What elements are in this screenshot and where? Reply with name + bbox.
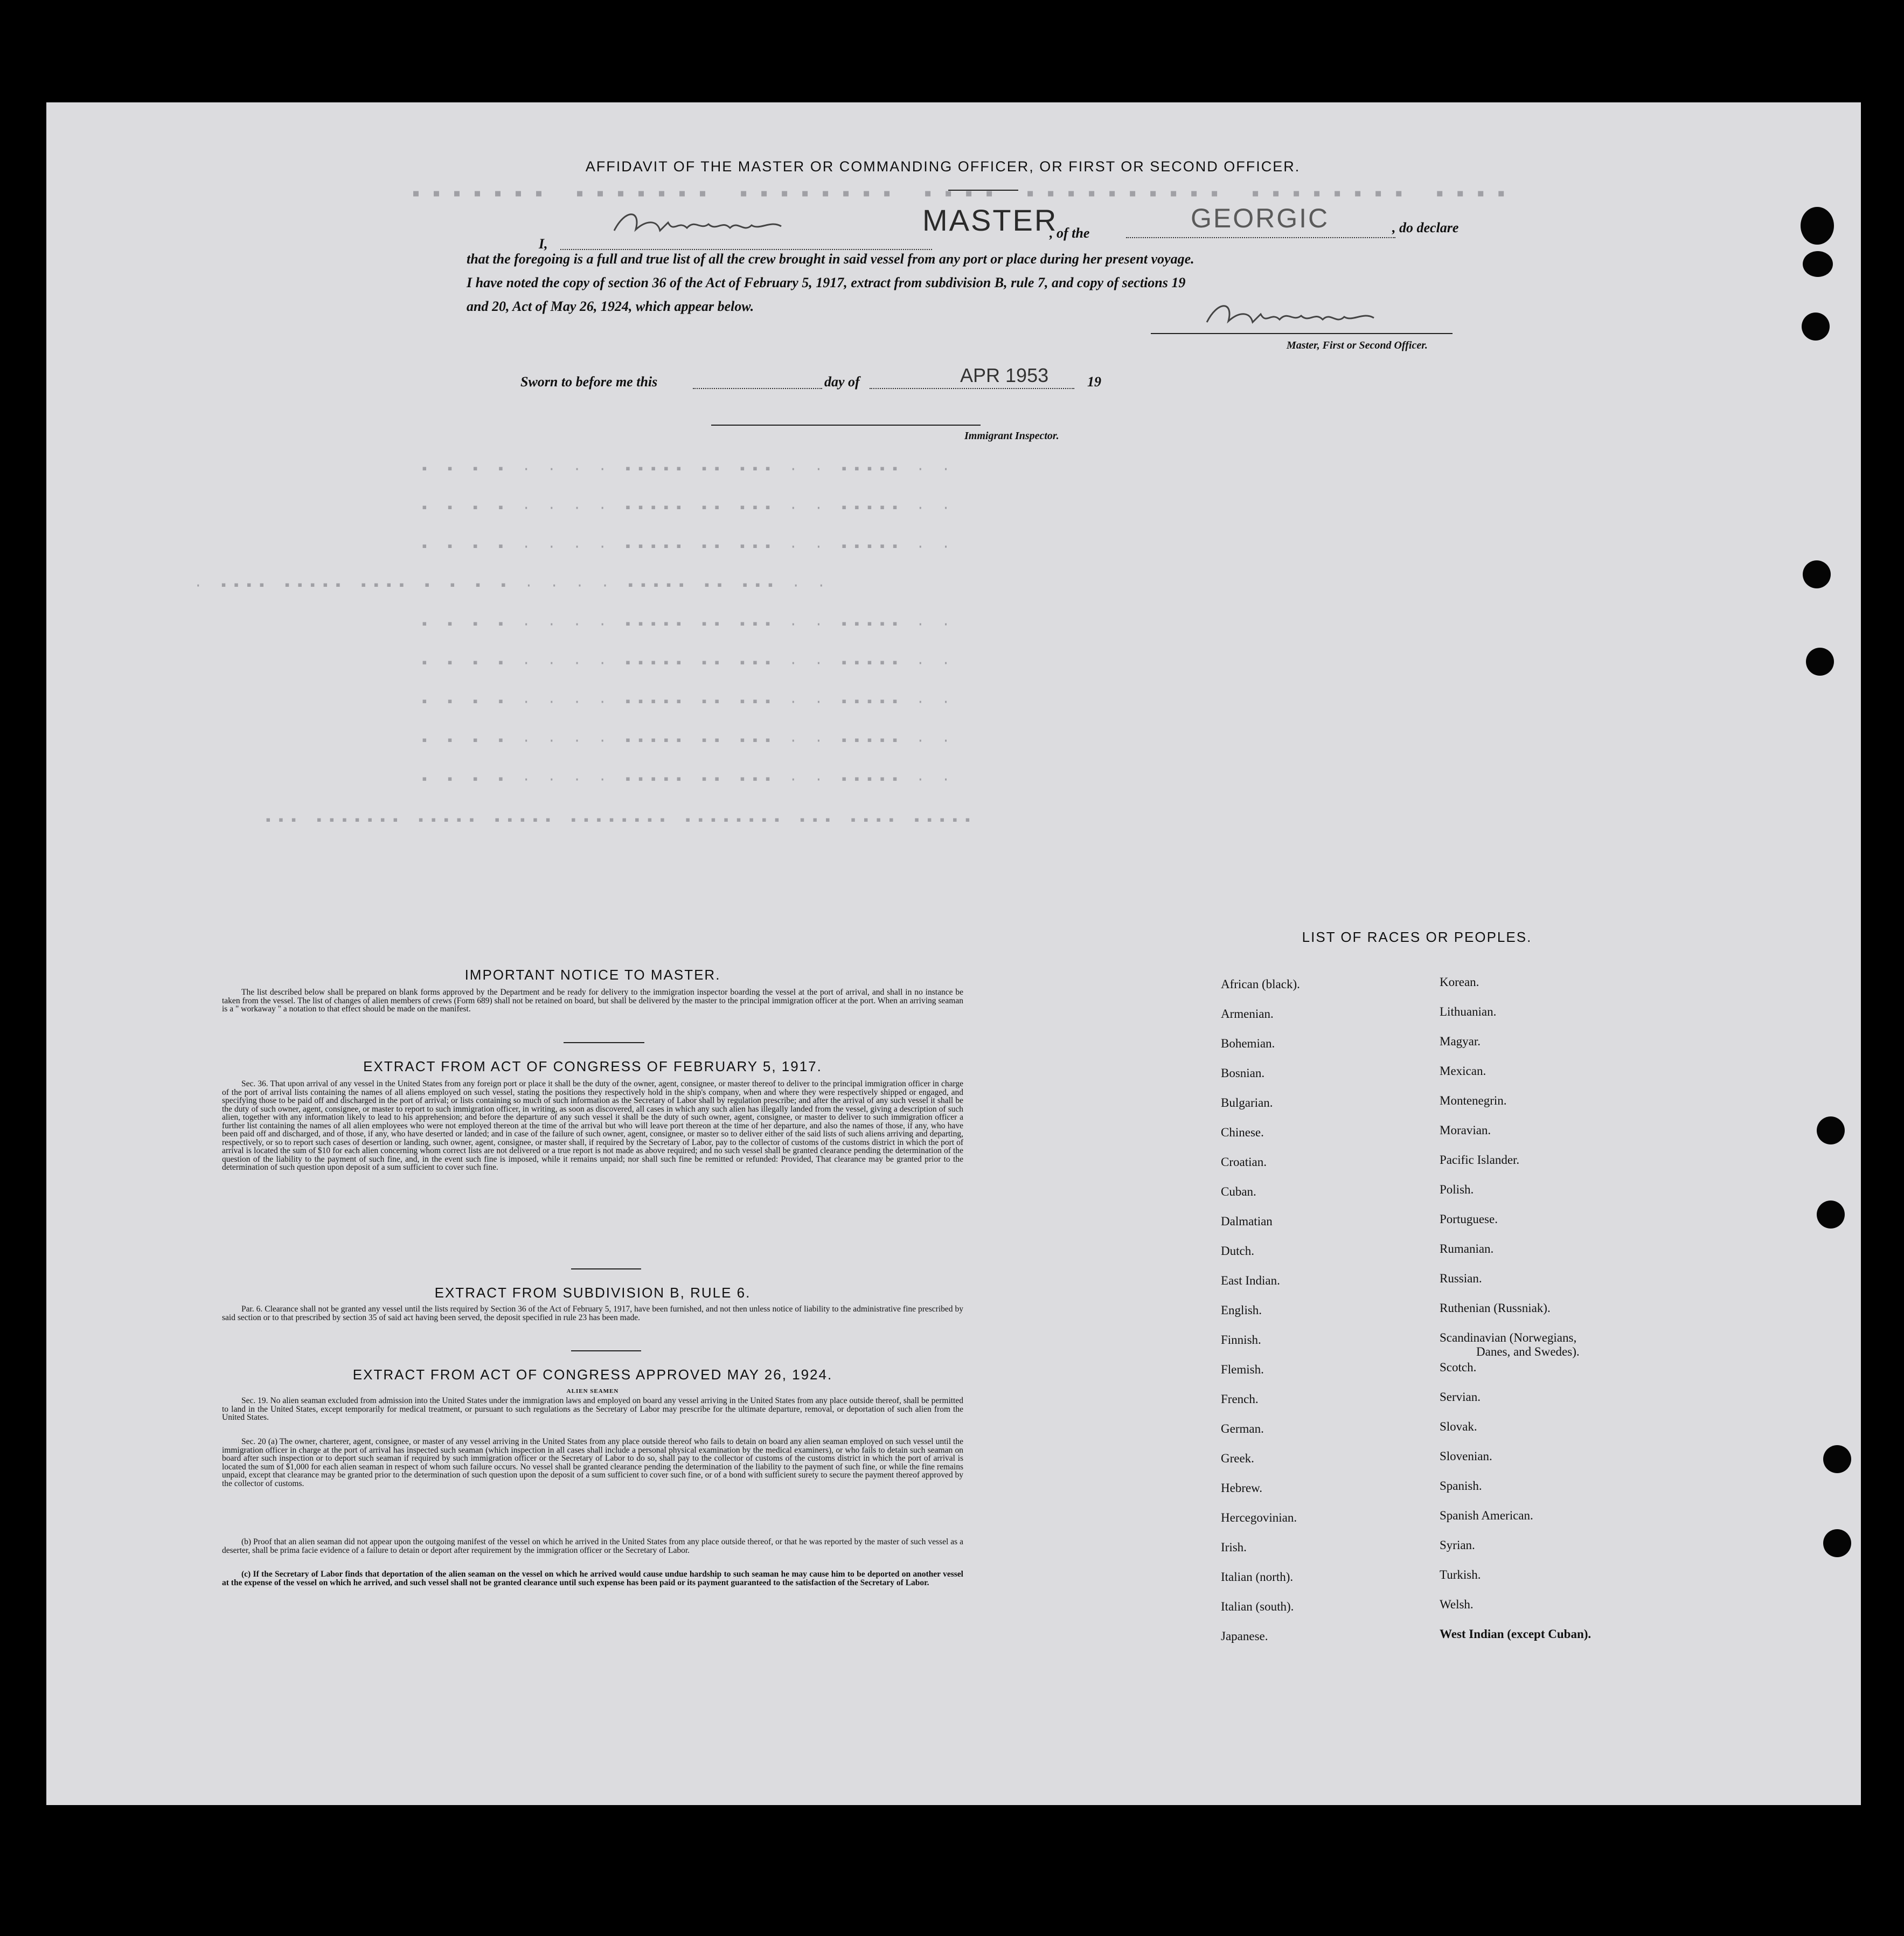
punch-hole <box>1803 251 1833 277</box>
race-item: Montenegrin. <box>1440 1094 1507 1107</box>
divider <box>564 1042 644 1043</box>
race-item: Croatian. <box>1221 1155 1267 1169</box>
race-item: Bohemian. <box>1221 1037 1275 1050</box>
race-item: Mexican. <box>1440 1064 1486 1078</box>
race-item: Moravian. <box>1440 1123 1491 1137</box>
punch-hole <box>1806 648 1834 676</box>
subdivision-b-title: EXTRACT FROM SUBDIVISION B, RULE 6. <box>434 1285 751 1301</box>
divider <box>571 1268 641 1269</box>
races-title: LIST OF RACES OR PEOPLES. <box>1302 929 1532 945</box>
race-item: Portuguese. <box>1440 1212 1498 1226</box>
officer-caption: Master, First or Second Officer. <box>1287 339 1428 351</box>
divider <box>948 190 1018 191</box>
signature-line <box>560 249 932 250</box>
race-item: African (black). <box>1221 977 1300 991</box>
race-item: Slovenian. <box>1440 1449 1492 1463</box>
race-item: Spanish American. <box>1440 1509 1533 1522</box>
punch-hole <box>1823 1445 1851 1473</box>
race-item: Chinese. <box>1221 1126 1264 1139</box>
race-item: Spanish. <box>1440 1479 1482 1493</box>
race-item: Cuban. <box>1221 1185 1256 1198</box>
month-line <box>870 388 1074 389</box>
race-item: Dalmatian <box>1221 1215 1273 1228</box>
punch-hole <box>1801 207 1834 245</box>
race-item: Finnish. <box>1221 1333 1261 1347</box>
punch-hole <box>1817 1201 1845 1229</box>
race-item: Welsh. <box>1440 1598 1474 1611</box>
race-item: Russian. <box>1440 1272 1482 1285</box>
inspector-caption: Immigrant Inspector. <box>964 430 1059 442</box>
race-item: Bulgarian. <box>1221 1096 1273 1109</box>
race-item: Italian (south). <box>1221 1600 1294 1613</box>
punch-hole <box>1817 1116 1845 1144</box>
race-item: Turkish. <box>1440 1568 1481 1581</box>
notice-text: The list described below shall be prepared on blank forms approved by the Department and be ready for delivery to the immigration inspector boarding the vessel at the port of arrival, and shall in no instance be taken from the vessel. The list of changes of alien members of crews (Form 689) shall not be retained on board, but shall be delivered by the master to the principal immigration officer at the port. When an arriving seaman is a " workaway " a notation to that effect should be made on the manifest. <box>222 988 963 1014</box>
race-item: Armenian. <box>1221 1007 1274 1021</box>
race-item: Magyar. <box>1440 1035 1481 1048</box>
sworn-text: Sworn to before me this <box>520 374 658 390</box>
race-item: Bosnian. <box>1221 1066 1265 1080</box>
race-item: Japanese. <box>1221 1629 1268 1643</box>
rank-stamp: MASTER <box>922 203 1058 237</box>
extract-1917-text: Sec. 36. That upon arrival of any vessel in the United States from any foreign port or place it shall be the duty of the owner, agent, consignee, or master thereof to deliver to the principal immigration officer in charge of the port of arrival lists containing the names of all aliens employed on such vessel, stating the positions they respectively hold in the ship's company, when and where they were respectively shipped or engaged, and specifying those to be paid off and discharged in the port of arrival; or lists containing so much of such information as the Secretary of Labor shall by regulation prescribe; and after the arrival of any such vessel it shall be the duty of such owner, agent, consignee, or master to report to such immigration officer, in writing, as soon as discovered, all cases in which any such alien has illegally landed from the vessel, giving a description of such alien, together with any information likely to lead to his apprehension; and before the departure of any such vessel it shall be the duty of such owner, agent, consignee, or master to deliver to such immigration officer a further list containing the names of all alien employees who were not employed thereon at the time of the arrival but who will leave port thereon at the time of her departure, and also the names of those, if any, who have been paid off and discharged, and of those, if any, who have deserted or landed; and in case of the failure of such owner, agent, consignee, or master so to deliver either of the said lists of such aliens arriving and departing, respectively, or so to report such cases of desertion or landing, such owner, agent, consignee, or master shall, if required by the Secretary of Labor, pay to the collector of customs of the customs district in which the port of arrival is located the sum of $10 for each alien concerning whom correct lists are not delivered or a true report is not made as above required; and no such vessel shall be granted clearance pending the determination of the question of the liability to the payment of such fine, and, in the event such fine is imposed, while it remains unpaid; nor shall such fine be remitted or refunded: Provided, That clearance may be granted prior to the determination of such question upon deposit of a sum sufficient to cover such fine. <box>222 1079 963 1172</box>
race-item: French. <box>1221 1392 1259 1406</box>
race-item: English. <box>1221 1303 1262 1317</box>
day-line <box>693 388 822 389</box>
race-item: German. <box>1221 1422 1264 1435</box>
punch-hole <box>1823 1529 1851 1557</box>
race-item-continuation: Danes, and Swedes). <box>1476 1345 1580 1358</box>
race-item: Scotch. <box>1440 1361 1477 1374</box>
do-declare-text: , do declare <box>1392 220 1459 235</box>
signature-officer <box>1201 295 1395 333</box>
affidavit-line-1: that the foregoing is a full and true list of all the crew brought in said vessel from any port or place during her present voyage. <box>467 251 1194 267</box>
affidavit-title: AFFIDAVIT OF THE MASTER OR COMMANDING OFFICER, OR FIRST OR SECOND OFFICER. <box>585 158 1301 175</box>
notice-title: IMPORTANT NOTICE TO MASTER. <box>464 967 721 983</box>
extract-1924-title: EXTRACT FROM ACT OF CONGRESS APPROVED MAY 26, 1924. <box>352 1366 833 1383</box>
race-item: Greek. <box>1221 1452 1254 1465</box>
inspector-line <box>711 425 981 426</box>
race-item: Korean. <box>1440 975 1479 989</box>
race-item: West Indian (except Cuban). <box>1440 1627 1592 1641</box>
race-item: Scandinavian (Norwegians, <box>1440 1331 1577 1344</box>
race-item: Hebrew. <box>1221 1481 1263 1495</box>
race-item: Syrian. <box>1440 1538 1475 1552</box>
divider <box>571 1350 641 1351</box>
race-item: Italian (north). <box>1221 1570 1294 1584</box>
affidavit-line-2: I have noted the copy of section 36 of the Act of February 5, 1917, extract from subdivision B, rule 7, and copy of sections 19 <box>467 275 1186 290</box>
race-item: Pacific Islander. <box>1440 1153 1520 1167</box>
race-item: Ruthenian (Russniak). <box>1440 1301 1551 1315</box>
of-the-text: , of the <box>1050 225 1090 241</box>
vessel-stamp: GEORGIC <box>1191 203 1330 233</box>
race-item: Lithuanian. <box>1440 1005 1497 1018</box>
year-prefix: 19 <box>1087 374 1101 390</box>
subdivision-b-text: Par. 6. Clearance shall not be granted any vessel until the lists required by Section 36 of the Act of February 5, 1917, have been furnished, and not then unless notice of liability to the administrative fine prescribed by said section or to that prescribed by section 35 of said act having been served, the deposit specified in rule 23 has been made. <box>222 1304 963 1322</box>
sec-19-text: Sec. 19. No alien seaman excluded from admission into the United States under the immigration laws and employed on board any vessel arriving in the United States from any place outside thereof, shall be permitted to land in the United States, except temporarily for medical treatment, or pursuant to such regulations as the Secretary of Labor may prescribe for the ultimate departure, removal, or deportation of such alien from the United States. <box>222 1396 963 1422</box>
date-stamp: APR 1953 <box>960 364 1049 386</box>
affidavit-line-3: and 20, Act of May 26, 1924, which appear below. <box>467 299 754 314</box>
signature-master <box>609 204 803 241</box>
race-item: Polish. <box>1440 1183 1474 1196</box>
race-item: Slovak. <box>1440 1420 1477 1433</box>
vessel-line <box>1126 237 1395 238</box>
sec-20c-text: (c) If the Secretary of Labor finds that deportation of the alien seaman on the vessel on which he arrived would cause undue hardship to such seaman he may cause him to be deported on another vessel at the expense of the vessel on which he arrived, and such vessel shall not be granted clearance until such expense has been paid or its payment guaranteed to the satisfaction of the Secretary of Labor. <box>222 1570 963 1587</box>
sec-20b-text: (b) Proof that an alien seaman did not appear upon the outgoing manifest of the vessel on which he arrived in the United States from any place outside thereof, or that he was reported by the master of such vessel as a deserter, shall be prima facie evidence of a failure to detain or deport after requirement by the immigration officer or the Secretary of Labor. <box>222 1537 963 1555</box>
day-of-text: day of <box>824 374 860 390</box>
race-item: Servian. <box>1440 1390 1481 1404</box>
race-item: Rumanian. <box>1440 1242 1494 1255</box>
race-item: Irish. <box>1221 1541 1247 1554</box>
race-item: East Indian. <box>1221 1274 1280 1287</box>
officer-signature-line <box>1151 333 1453 334</box>
race-item: Flemish. <box>1221 1363 1264 1376</box>
punch-hole <box>1802 313 1830 341</box>
affidavit-i: I, <box>539 236 548 252</box>
extract-1917-title: EXTRACT FROM ACT OF CONGRESS OF FEBRUARY 5, 1917. <box>363 1058 822 1074</box>
alien-seamen-subtitle: ALIEN SEAMEN <box>566 1388 619 1394</box>
race-item: Dutch. <box>1221 1244 1254 1258</box>
sec-20a-text: Sec. 20 (a) The owner, charterer, agent, consignee, or master of any vessel arriving in the United States from any place outside thereof who fails to detain on board any alien seaman employed on such vessel until the immigration officer in charge at the port of arrival has inspected such seaman (which inspection in all cases shall include a personal physical examination by the medical examiners), or who fails to detain such seaman on board after such inspection or to deport such seaman if required by such immigration officer or the Secretary of Labor to do so, shall pay to the collector of customs of the customs district in which the port of arrival is located the sum of $1,000 for each alien seaman in respect of whom such failure occurs. No vessel shall be granted clearance pending the determination of the liability to the payment of such fine, or while the fine remains unpaid, except that clearance may be granted prior to the determination of such question upon the deposit of a sum sufficient to cover such fine, or of a bond with sufficient surety to secure the payment thereof approved by the collector of customs. <box>222 1437 963 1488</box>
race-item: Hercegovinian. <box>1221 1511 1297 1524</box>
punch-hole <box>1803 560 1831 588</box>
